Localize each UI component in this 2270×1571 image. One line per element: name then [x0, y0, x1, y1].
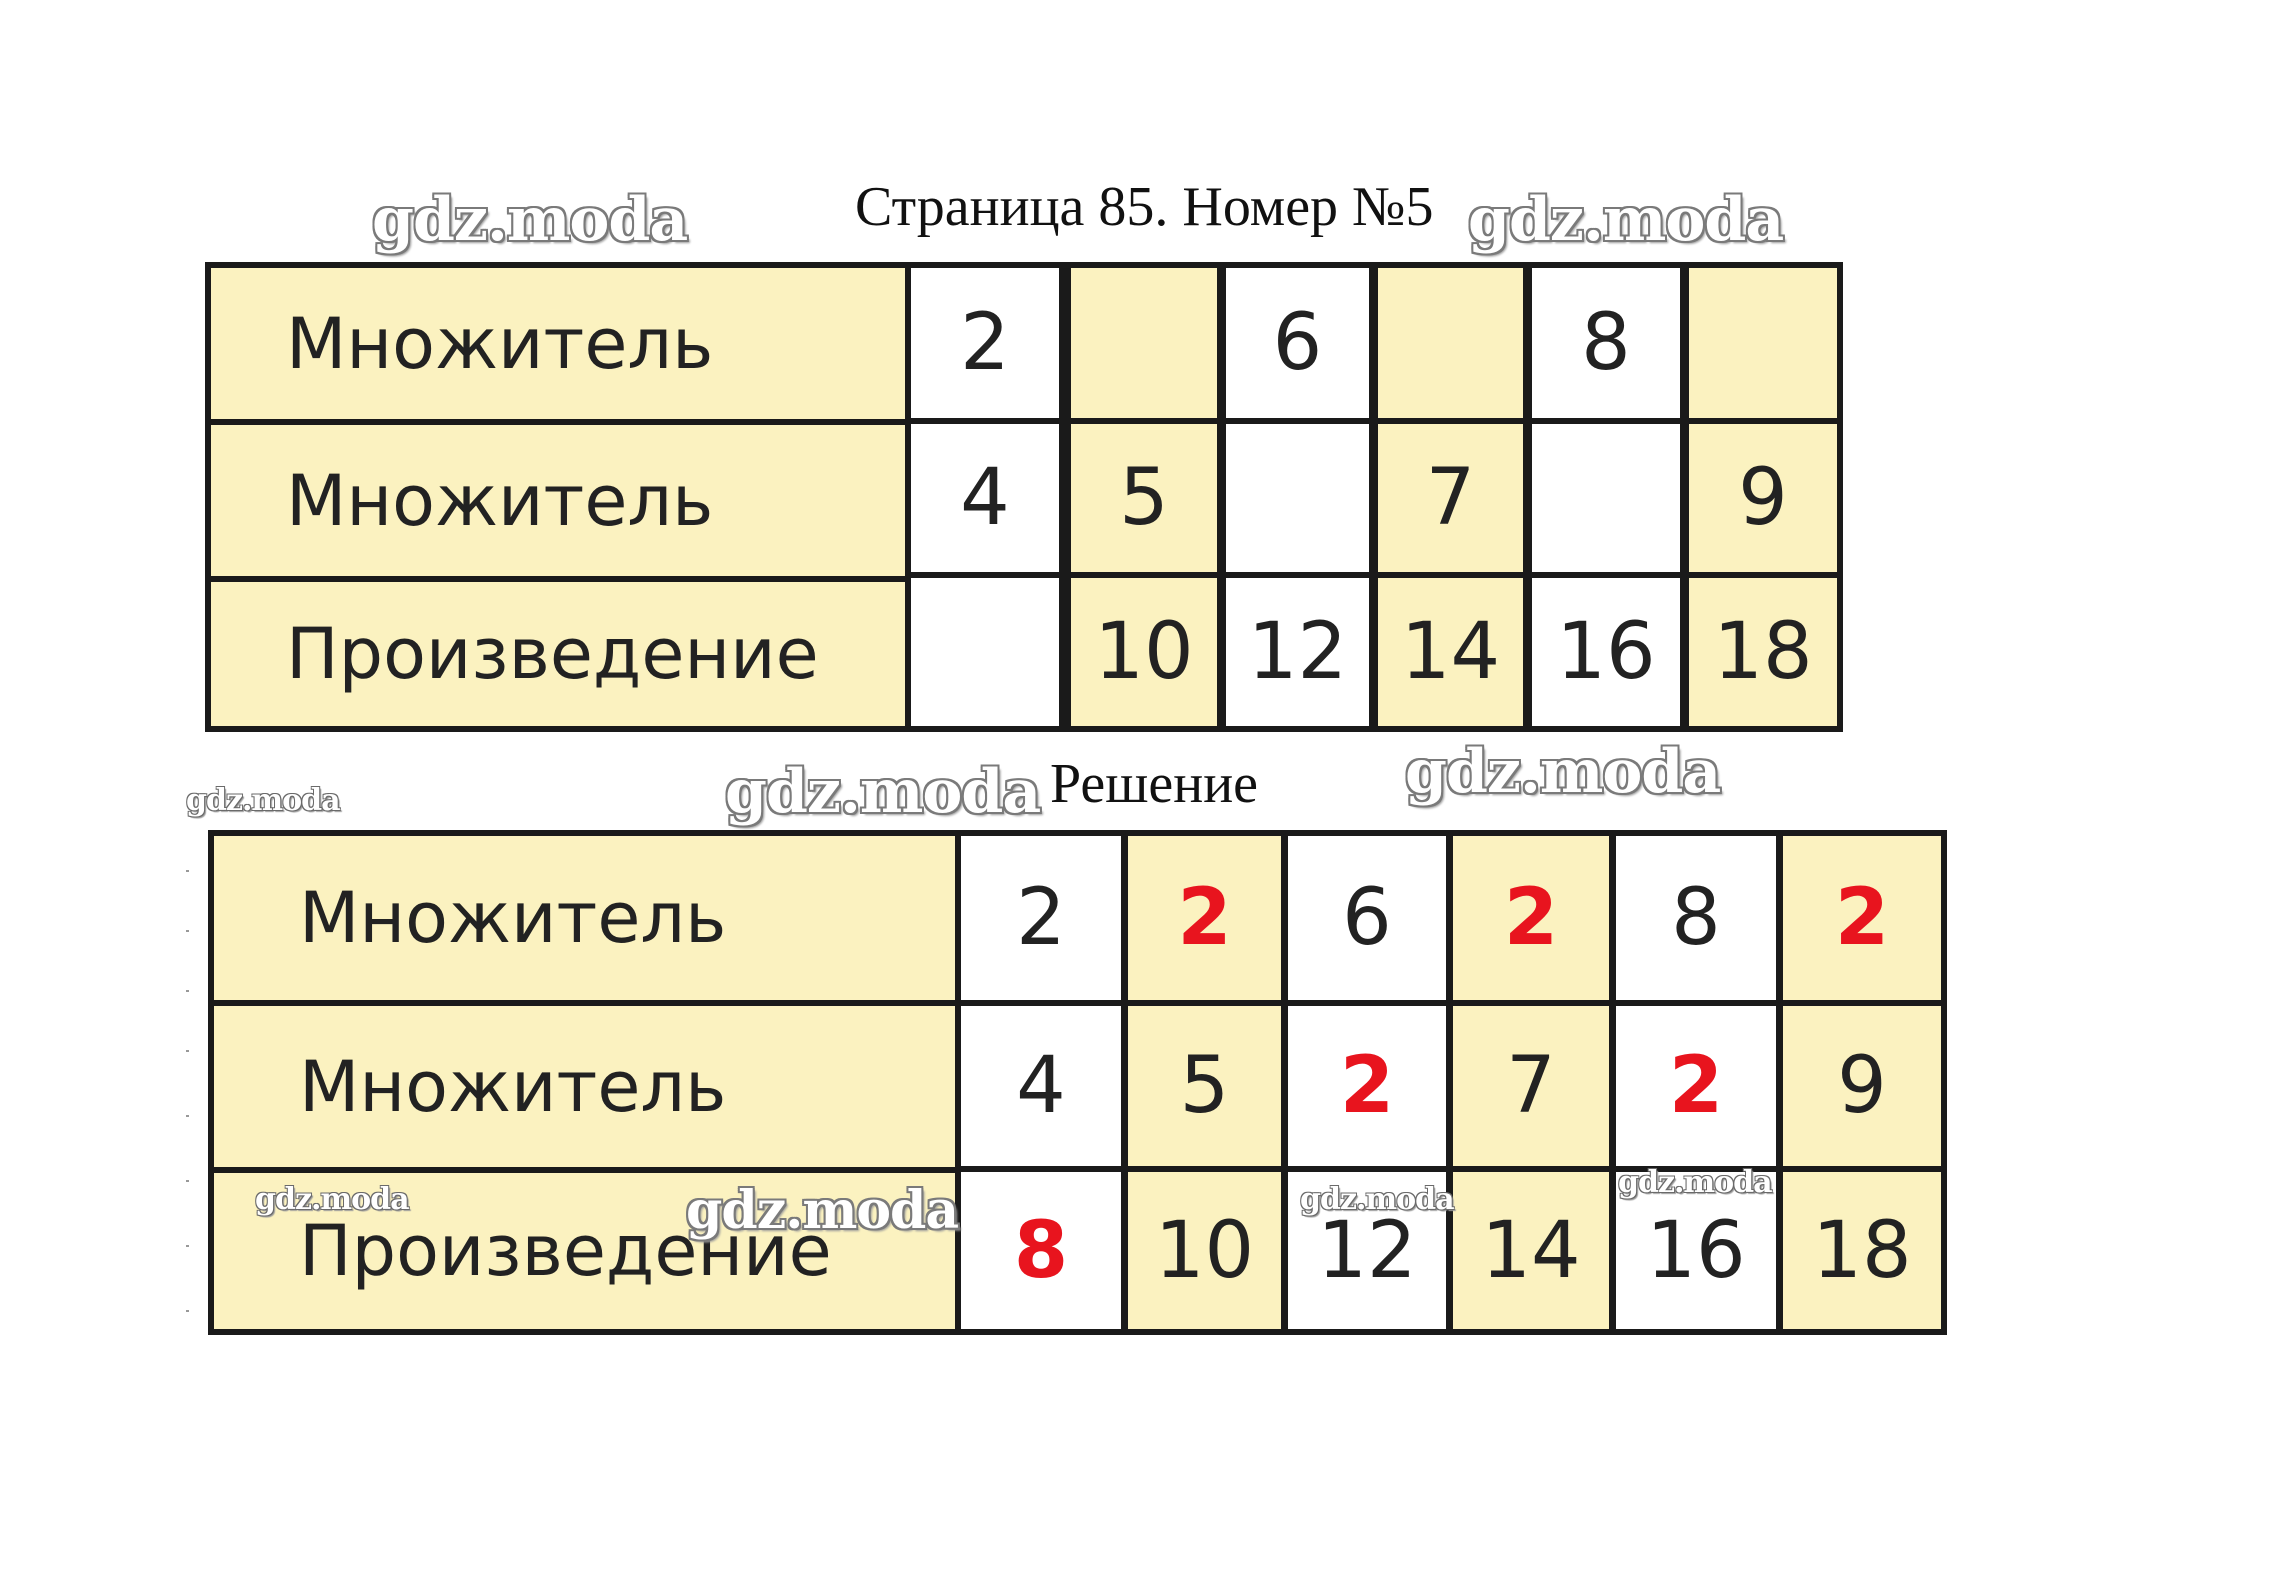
solution-cell: 16 [1610, 1166, 1782, 1335]
solution-answer-cell: 2 [1122, 830, 1287, 1006]
solution-title: Решение [1050, 753, 1259, 815]
solution-cell: 18 [1777, 1166, 1947, 1335]
task-label-column [205, 262, 915, 732]
task-cell [905, 572, 1065, 732]
task-cell: 4 [905, 418, 1065, 578]
watermark: gdz.moda [255, 1182, 409, 1217]
solution-cell: 5 [1122, 1000, 1287, 1172]
solution-cell: 2 [955, 830, 1127, 1006]
watermark: gdz.moda [1468, 185, 1784, 255]
task-cell [1526, 418, 1686, 578]
task-cell: 10 [1065, 572, 1223, 732]
solution-answer-cell: 2 [1777, 830, 1947, 1006]
task-cell [1065, 262, 1223, 424]
task-row-label: Произведение [286, 613, 819, 695]
watermark: gdz.moda [1300, 1182, 1454, 1217]
solution-cell: 8 [1610, 830, 1782, 1006]
solution-label-column [208, 830, 963, 1335]
page-title: Страница 85. Номер №5 [855, 176, 1434, 238]
task-cell: 16 [1526, 572, 1686, 732]
task-cell: 2 [905, 262, 1065, 424]
task-cell: 14 [1372, 572, 1529, 732]
solution-cell: 9 [1777, 1000, 1947, 1172]
task-cell [1683, 262, 1843, 424]
solution-answer-cell: 2 [1610, 1000, 1782, 1172]
task-cell: 5 [1065, 418, 1223, 578]
solution-row-label: Множитель [214, 836, 957, 1006]
solution-row-label: Множитель [214, 1006, 957, 1173]
solution-cell: 14 [1447, 1166, 1615, 1335]
watermark: gdz.moda [186, 783, 340, 818]
solution-cell: 10 [1122, 1166, 1287, 1335]
watermark: gdz.moda [372, 185, 688, 255]
watermark: gdz.moda [725, 757, 1041, 827]
task-cell: 8 [1526, 262, 1686, 424]
task-row-label: Множитель [211, 425, 909, 582]
task-cell: 18 [1683, 572, 1843, 732]
watermark: gdz.moda [1618, 1165, 1772, 1200]
task-cell: 9 [1683, 418, 1843, 578]
solution-answer-cell: 2 [1282, 1000, 1452, 1172]
solution-row-label: Произведение [299, 1210, 832, 1292]
task-cell: 6 [1220, 262, 1375, 424]
watermark: gdz.moda [686, 1180, 959, 1241]
task-cell [1372, 262, 1529, 424]
solution-cell: 12 [1282, 1166, 1452, 1335]
solution-answer-cell: 8 [955, 1166, 1127, 1335]
task-row-label: Множитель [211, 268, 909, 425]
margin-ticks [186, 860, 190, 1330]
task-cell [1220, 418, 1375, 578]
task-cell: 12 [1220, 572, 1375, 732]
watermark: gdz.moda [1405, 737, 1721, 807]
solution-cell: 6 [1282, 830, 1452, 1006]
solution-cell: 7 [1447, 1000, 1615, 1172]
task-cell: 7 [1372, 418, 1529, 578]
solution-answer-cell: 2 [1447, 830, 1615, 1006]
solution-cell: 4 [955, 1000, 1127, 1172]
